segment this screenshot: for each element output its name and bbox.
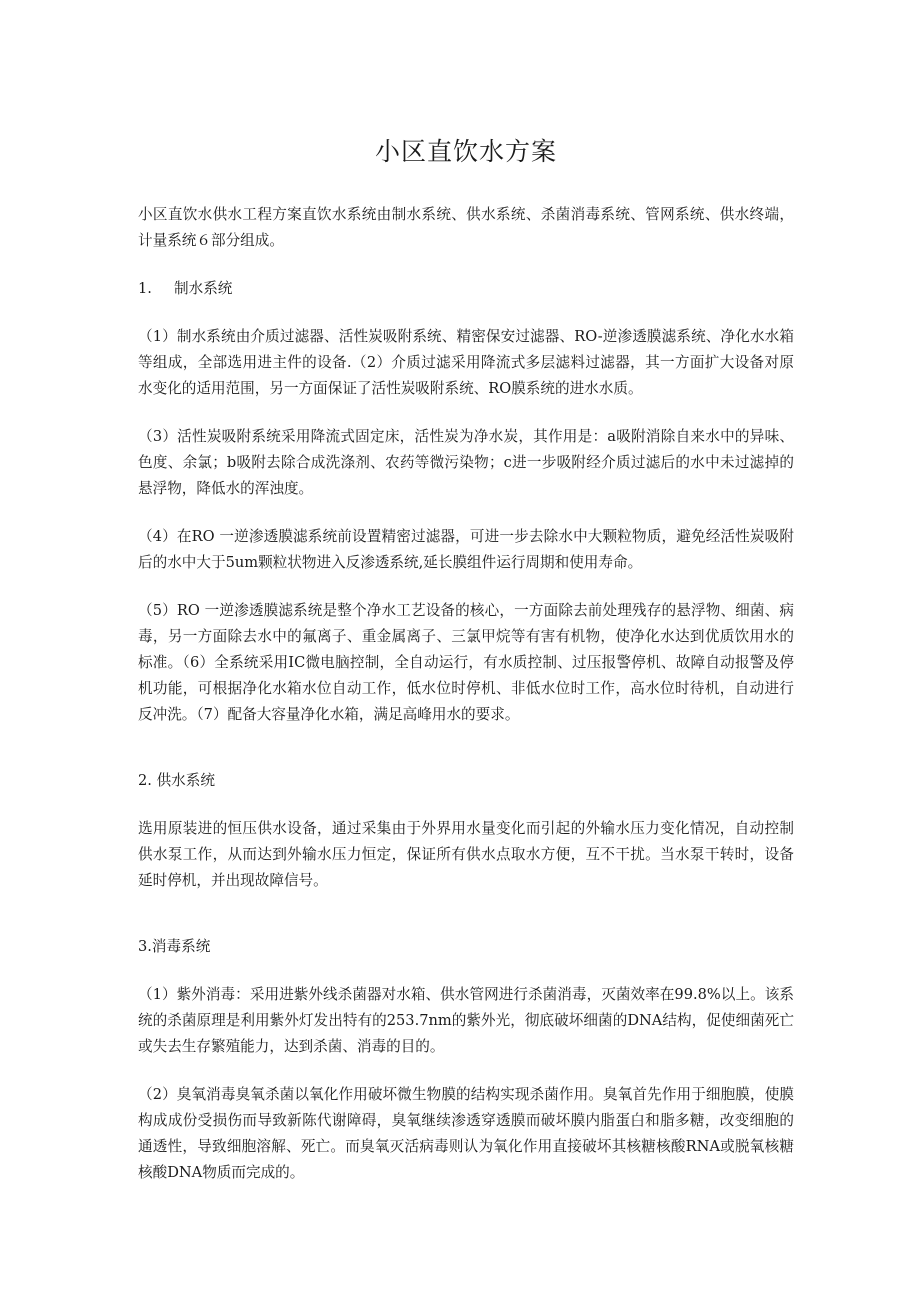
section-1-paragraph-2: （3）活性炭吸附系统采用降流式固定床，活性炭为净水炭，其作用是：a吸附消除自来水中的异味、色度、余氯；b吸附去除合成洗涤剂、农药等微污染物；c进一步吸附经介质过滤后的水中未过滤掉的悬浮物，降低水的浑浊度。 [138, 428, 794, 497]
intro-paragraph: 小区直饮水供水工程方案直饮水系统由制水系统、供水系统、杀菌消毒系统、管网系统、供水终端，计量系统６部分组成。 [138, 206, 794, 249]
section-2-heading: 2. 供水系统 [138, 772, 215, 789]
section-1-title: 制水系统 [174, 280, 233, 297]
document-title: 小区直饮水方案 [374, 137, 557, 166]
section-2-paragraph-1: 选用原装进的恒压供水设备，通过采集由于外界用水量变化而引起的外输水压力变化情况，自动控制供水泵工作，从而达到外输水压力恒定，保证所有供水点取水方便，互不干扰。当水泵干转时，设备延时停机，并出现故障信号。 [138, 820, 794, 889]
section-3-paragraph-1: （1）紫外消毒：采用进紫外线杀菌器对水箱、供水管网进行杀菌消毒，灭菌效率在99.8%以上。该系统的杀菌原理是利用紫外灯发出特有的253.7nm的紫外光，彻底破坏细菌的DNA结构，促使细菌死亡或失去生存繁殖能力，达到杀菌、消毒的目的。 [138, 986, 794, 1055]
section-1-paragraph-4: （5）RO 一逆渗透膜滤系统是整个净水工艺设备的核心，一方面除去前处理残存的悬浮物、细菌、病毒，另一方面除去水中的氟离子、重金属离子、三氯甲烷等有害有机物，使净化水达到优质饮用水的标准。（6）全系统采用IC微电脑控制，全自动运行，有水质控制、过压报警停机、故障自动报警及停机功能，可根据净化水箱水位自动工作，低水位时停机、非低水位时工作，高水位时待机，自动进行反冲洗。（7）配备大容量净化水箱，满足高峰用水的要求。 [138, 602, 794, 723]
section-3-heading: 3.消毒系统 [138, 938, 211, 955]
section-1-paragraph-1: （1）制水系统由介质过滤器、活性炭吸附系统、精密保安过滤器、RO-逆渗透膜滤系统、净化水水箱等组成，全部选用进主件的设备.（2）介质过滤采用降流式多层滤料过滤器，其一方面扩大设备对原水变化的适用范围，另一方面保证了活性炭吸附系统、RO膜系统的进水水质。 [138, 328, 794, 397]
section-1-paragraph-3: （4）在RO 一逆渗透膜滤系统前设置精密过滤器，可进一步去除水中大颗粒物质，避免经活性炭吸附后的水中大于5um颗粒状物进入反渗透系统,延长膜组件运行周期和使用寿命。 [138, 528, 794, 571]
section-3-paragraph-2: （2）臭氧消毒臭氧杀菌以氧化作用破坏微生物膜的结构实现杀菌作用。臭氧首先作用于细胞膜，使膜构成成份受损伤而导致新陈代谢障碍，臭氧继续渗透穿透膜而破坏膜内脂蛋白和脂多糖，改变细胞的通透性，导致细胞溶解、死亡。而臭氧灭活病毒则认为氧化作用直接破坏其核糖核酸RNA或脱氧核糖核酸DNA物质而完成的。 [138, 1086, 794, 1181]
section-1-number: 1. [138, 280, 152, 297]
section-1-heading [138, 276, 794, 302]
document-page [138, 130, 794, 1186]
